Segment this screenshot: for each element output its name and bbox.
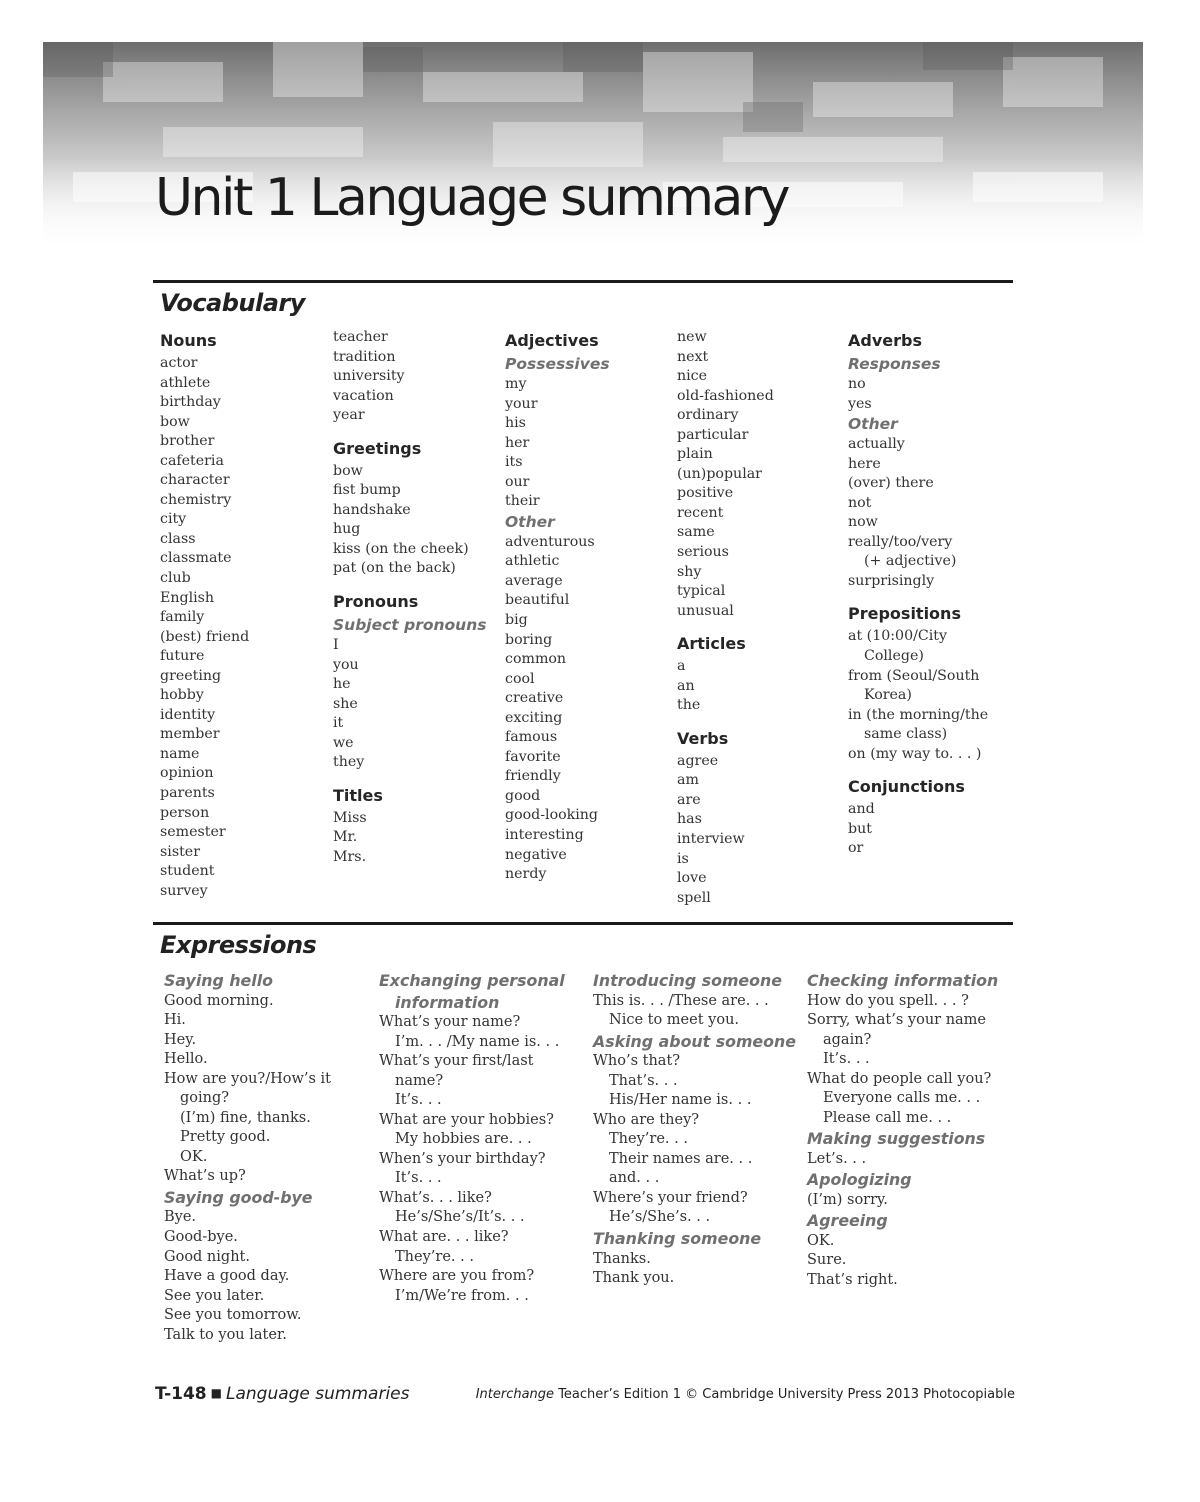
vocabulary-column [160, 328, 328, 901]
expression-item: When’s your birthday? [379, 1150, 546, 1167]
vocab-item: negative [505, 846, 567, 863]
expressions-column [807, 970, 1017, 1291]
expressions-title: Expressions [160, 931, 317, 959]
subcategory-heading: Agreeing [807, 1211, 888, 1231]
response-item: His/Her name is. . . [609, 1092, 752, 1109]
footer-credit [476, 1387, 1015, 1402]
page-number: T-148 [155, 1384, 207, 1404]
category-heading: Nouns [160, 331, 217, 350]
expression-item: Thanks. [593, 1250, 651, 1267]
response-item: He’s/She’s. . . [609, 1209, 711, 1226]
vocab-item: athletic [505, 553, 560, 570]
vocab-item: its [505, 454, 523, 471]
square-bullet-icon: ■ [210, 1386, 222, 1400]
vocab-item-continued: It’s. . . [395, 1092, 442, 1109]
vocab-item: recent [677, 504, 724, 521]
vocab-item: adventurous [505, 533, 595, 550]
vocab-item: the [677, 697, 701, 714]
vocab-item: family [160, 609, 205, 626]
category-heading: Titles [333, 785, 383, 805]
vocab-item: cafeteria [160, 452, 224, 469]
expression-item: Hi. [164, 1012, 186, 1029]
subcategory-heading: Checking information [807, 971, 999, 990]
expression-item: Good morning. [164, 992, 274, 1009]
subcategory-heading: Saying hello [164, 971, 273, 990]
vocab-item: my [505, 376, 527, 392]
vocab-item: (over) there [848, 475, 934, 492]
subcategory-heading: Thanking someone [593, 1229, 762, 1249]
vocabulary-column [677, 328, 845, 908]
expression-item: How do you spell. . . ? [807, 992, 969, 1009]
vocab-item: interview [677, 831, 745, 848]
expression-item: What are. . . like? [379, 1229, 509, 1246]
response-item: Everyone calls me. . . [823, 1090, 981, 1107]
vocab-item: particular [677, 426, 749, 443]
expression-item: What do people call you? [807, 1070, 992, 1087]
expression-item: Hey. [164, 1031, 197, 1048]
vocab-item: (best) friend [160, 628, 250, 645]
vocab-item: cool [505, 670, 535, 687]
vocab-item: parents [160, 785, 215, 802]
vocab-item: class [160, 530, 196, 547]
vocab-item: is [677, 850, 689, 867]
vocab-item: his [505, 415, 526, 432]
vocab-item: from (Seoul/South [848, 667, 980, 684]
vocab-item: semester [160, 824, 226, 841]
vocab-item: at (10:00/City [848, 628, 947, 645]
vocab-item: Mr. [333, 829, 358, 846]
expression-item: How are you?/How’s it [164, 1070, 331, 1087]
footer-page-label [155, 1384, 409, 1404]
vocab-item: creative [505, 690, 564, 707]
vocab-item: handshake [333, 501, 411, 518]
expression-item: Thank you. [593, 1270, 675, 1287]
subcategory-heading: Asking about someone [593, 1031, 796, 1051]
vocabulary-column [848, 328, 1016, 859]
expressions-column [379, 970, 589, 1306]
vocab-item: identity [160, 706, 216, 723]
response-item: They’re. . . [395, 1248, 474, 1265]
vocab-item: bow [160, 413, 190, 430]
vocabulary-title: Vocabulary [160, 289, 305, 317]
response-item: I’m. . . /My name is. . . [395, 1033, 560, 1050]
expressions-column [593, 970, 803, 1289]
vocab-item: nerdy [505, 866, 547, 883]
vocab-item: opinion [160, 765, 214, 782]
vocab-item: athlete [160, 374, 211, 391]
vocabulary-column [505, 328, 673, 885]
vocab-item: English [160, 589, 215, 606]
vocab-item: ordinary [677, 407, 739, 424]
vocab-item: year [333, 407, 365, 424]
expression-item: Hello. [164, 1051, 208, 1068]
category-heading: Prepositions [848, 604, 961, 624]
vocab-item: vacation [333, 387, 394, 404]
vocab-item: has [677, 811, 702, 828]
vocab-item: yes [848, 395, 872, 412]
vocab-item: love [677, 870, 707, 887]
expression-item: OK. [807, 1232, 835, 1249]
vocab-item: chemistry [160, 491, 232, 508]
vocab-item: I [333, 637, 339, 654]
subcategory-heading: Exchanging personal [379, 971, 565, 990]
vocab-item: bow [333, 462, 363, 479]
vocab-item: famous [505, 729, 558, 746]
expression-item: Talk to you later. [164, 1326, 287, 1343]
vocab-item-continued: (I’m) fine, thanks. [180, 1109, 311, 1126]
category-heading: Adverbs [848, 331, 922, 350]
vocab-item: a [677, 658, 686, 675]
response-item: Nice to meet you. [609, 1012, 740, 1029]
vocab-item: greeting [160, 667, 222, 684]
response-item: It’s. . . [823, 1051, 870, 1068]
vocab-item: interesting [505, 827, 584, 844]
expression-item: Who are they? [593, 1111, 700, 1128]
vocab-item: fist bump [333, 482, 401, 499]
footer-section: Language summaries [225, 1384, 410, 1404]
vocab-item: Mrs. [333, 848, 367, 865]
expression-item: What are your hobbies? [379, 1111, 554, 1128]
expression-item: Good-bye. [164, 1229, 238, 1246]
vocab-item: name [160, 745, 200, 762]
vocab-item-continued: OK. [180, 1148, 208, 1165]
vocab-item: they [333, 754, 365, 771]
vocab-item: future [160, 648, 205, 665]
vocab-item: beautiful [505, 592, 570, 609]
expression-item: Have a good day. [164, 1268, 290, 1285]
category-heading: Verbs [677, 728, 729, 748]
vocab-item: next [677, 348, 709, 365]
subcategory-heading: Other [848, 415, 898, 434]
category-heading: Greetings [333, 438, 422, 458]
vocab-item: in (the morning/the [848, 706, 989, 723]
vocab-item: teacher [333, 329, 388, 345]
vocab-item-continued: It’s. . . [395, 1170, 442, 1187]
vocab-item: you [333, 656, 359, 673]
vocab-item: pat (on the back) [333, 560, 456, 577]
response-item: Their names are. . . [609, 1150, 753, 1167]
expression-item: Let’s. . . [807, 1150, 867, 1167]
vocab-item: brother [160, 433, 215, 450]
vocab-item: common [505, 651, 567, 668]
subcategory-heading: information [395, 992, 500, 1012]
vocab-item-continued: Pretty good. [180, 1129, 271, 1146]
expression-item: Good night. [164, 1248, 250, 1265]
vocab-item: (un)popular [677, 465, 762, 482]
expression-item: Where’s your friend? [593, 1189, 748, 1206]
vocab-item: her [505, 434, 530, 451]
vocab-item: birthday [160, 394, 221, 411]
vocab-item: university [333, 368, 405, 385]
category-heading: Pronouns [333, 592, 419, 612]
vocab-item: boring [505, 631, 553, 648]
response-item: My hobbies are. . . [395, 1131, 532, 1148]
vocab-item: sister [160, 843, 200, 860]
vocab-item: good [505, 787, 541, 804]
vocab-item: big [505, 612, 528, 629]
vocab-item: agree [677, 752, 719, 769]
vocab-item: city [160, 511, 187, 528]
vocabulary-rule [153, 280, 1013, 283]
vocab-item: survey [160, 882, 208, 899]
vocab-item: serious [677, 544, 729, 561]
expression-item: See you later. [164, 1287, 265, 1304]
vocab-item: average [505, 572, 563, 589]
vocab-item: hug [333, 521, 361, 538]
vocab-item: not [848, 494, 872, 511]
vocab-item: or [848, 840, 864, 857]
vocab-item: really/too/very [848, 533, 953, 550]
vocab-item: typical [677, 583, 726, 600]
vocab-item: Miss [333, 809, 367, 826]
vocab-item: good-looking [505, 807, 599, 824]
vocab-item: hobby [160, 687, 204, 704]
expression-item: Who’s that? [593, 1053, 681, 1070]
vocab-item: your [505, 395, 538, 412]
vocab-item: now [848, 514, 878, 531]
vocab-item-continued: same class) [864, 726, 948, 743]
vocab-item-continued: (+ adjective) [864, 553, 957, 570]
vocab-item: no [848, 376, 866, 392]
vocab-item: shy [677, 563, 702, 580]
expression-item: (I’m) sorry. [807, 1191, 888, 1208]
vocab-item: actor [160, 355, 198, 371]
expression-item: What’s up? [164, 1168, 246, 1185]
expression-item: Sorry, what’s your name [807, 1012, 987, 1029]
vocab-item: new [677, 329, 707, 345]
page-footer [155, 1384, 1015, 1408]
page-title: Unit 1 Language summary [155, 168, 789, 228]
vocab-item: same [677, 524, 715, 541]
subcategory-heading: Making suggestions [807, 1129, 986, 1149]
vocab-item: member [160, 726, 220, 743]
vocab-item: on (my way to. . . ) [848, 745, 982, 762]
subcategory-heading: Subject pronouns [333, 616, 487, 635]
vocab-item-continued: Korea) [864, 687, 912, 704]
expression-item: Sure. [807, 1252, 847, 1269]
vocab-item: plain [677, 446, 713, 463]
vocab-item: old-fashioned [677, 387, 774, 404]
vocab-item: spell [677, 889, 711, 906]
subcategory-heading: Responses [848, 355, 941, 373]
expression-item: See you tomorrow. [164, 1307, 302, 1324]
vocab-item: actually [848, 436, 905, 453]
vocab-item: exciting [505, 709, 563, 726]
vocab-item: our [505, 473, 530, 490]
vocab-item: she [333, 695, 358, 712]
vocab-item: tradition [333, 348, 396, 365]
response-item: Please call me. . . [823, 1109, 952, 1126]
expression-item: Where are you from? [379, 1268, 535, 1285]
response-item: again? [823, 1031, 872, 1048]
vocab-item: surprisingly [848, 572, 935, 589]
vocab-item: club [160, 570, 191, 587]
vocab-item-continued: going? [180, 1090, 230, 1107]
vocab-item: and [848, 801, 875, 818]
expression-item: That’s right. [807, 1272, 898, 1289]
response-item: They’re. . . [609, 1131, 688, 1148]
vocab-item: person [160, 804, 210, 821]
vocab-item: student [160, 863, 215, 880]
expression-item: What’s. . . like? [379, 1189, 492, 1206]
subcategory-heading: Possessives [505, 355, 610, 373]
vocab-item: favorite [505, 748, 561, 765]
vocab-item-continued: College) [864, 648, 924, 665]
vocab-item: their [505, 493, 540, 510]
vocab-item-continued: name? [395, 1072, 444, 1089]
subcategory-heading: Introducing someone [593, 971, 782, 990]
category-heading: Articles [677, 634, 746, 654]
footer-copyright: Teacher’s Edition 1 © Cambridge University Press 2013 Photocopiable [558, 1387, 1015, 1402]
vocab-item: positive [677, 485, 734, 502]
vocab-item: classmate [160, 550, 232, 567]
response-item: I’m/We’re from. . . [395, 1287, 529, 1304]
vocab-item: unusual [677, 602, 734, 619]
vocab-item: but [848, 820, 872, 837]
vocab-item: it [333, 715, 344, 732]
vocab-item: character [160, 472, 230, 489]
vocab-item: am [677, 772, 699, 789]
expression-item: What’s your first/last [379, 1053, 534, 1070]
category-heading: Adjectives [505, 331, 599, 350]
vocabulary-column [333, 328, 501, 867]
vocab-item: he [333, 676, 351, 693]
vocab-item: are [677, 791, 701, 808]
expressions-column [164, 970, 374, 1345]
response-item: That’s. . . [609, 1072, 678, 1089]
vocab-item: here [848, 455, 881, 472]
subcategory-heading: Saying good-bye [164, 1187, 313, 1207]
vocab-item-continued: and. . . [609, 1170, 660, 1187]
vocab-item: we [333, 734, 354, 751]
subcategory-heading: Other [505, 512, 555, 531]
response-item: He’s/She’s/It’s. . . [395, 1209, 525, 1226]
vocab-item: nice [677, 368, 708, 385]
footer-book-title: Interchange [475, 1387, 555, 1402]
category-heading: Conjunctions [848, 777, 965, 797]
vocab-item: friendly [505, 768, 561, 785]
expression-item: This is. . . /These are. . . [593, 992, 769, 1009]
vocab-item: an [677, 677, 695, 694]
subcategory-heading: Apologizing [807, 1170, 912, 1190]
expression-item: What’s your name? [379, 1014, 521, 1030]
vocab-item: kiss (on the cheek) [333, 540, 469, 557]
expressions-rule [153, 922, 1013, 925]
expression-item: Bye. [164, 1209, 197, 1226]
